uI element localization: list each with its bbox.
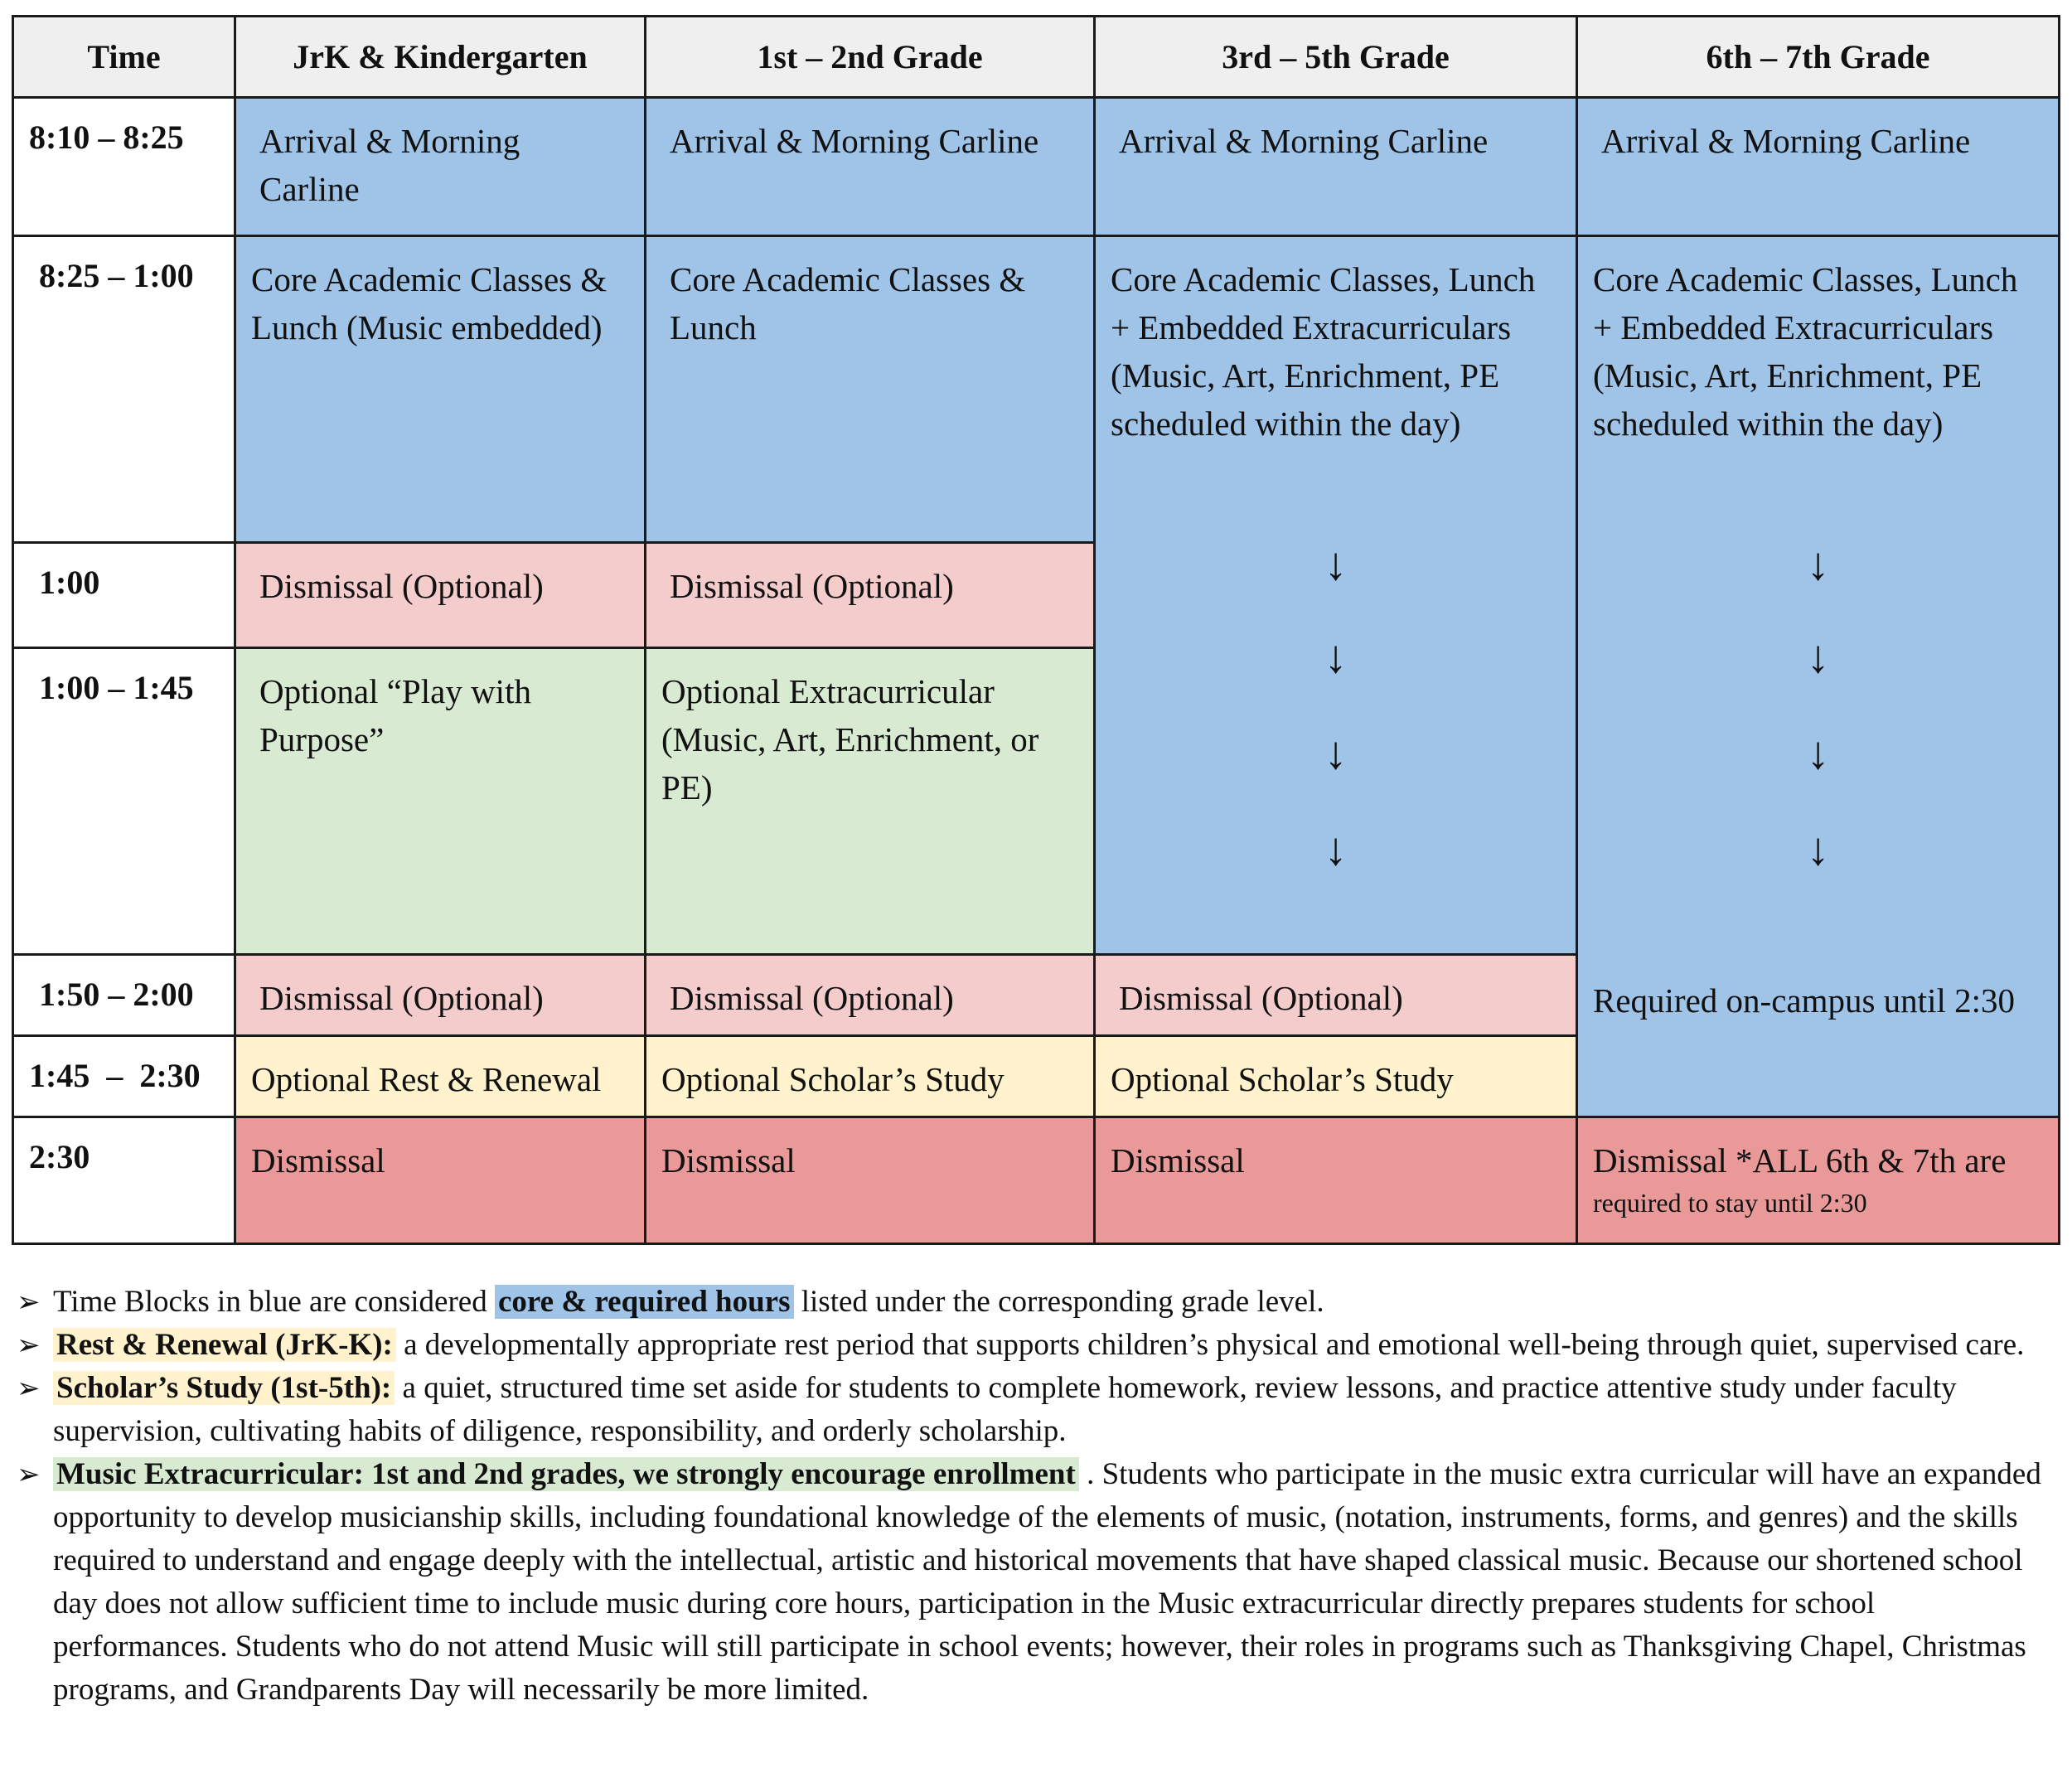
- arrow-bullet-icon: ➢: [17, 1329, 41, 1362]
- arrow-bullet-icon: ➢: [17, 1286, 41, 1319]
- scholars-study-highlight: Scholar’s Study (1st-5th):: [53, 1371, 395, 1405]
- note-text: listed under the corresponding grade level.: [793, 1285, 1324, 1319]
- g67-core-cell: [1576, 235, 2060, 1118]
- g67-required-note: Required on-campus until 2:30: [1593, 981, 2015, 1020]
- note-text: . Students who participate in the music extra curricular will have an expanded opportunity to develop musicianship skills, including foundational knowledge of the elements of music, (notation, instruments, forms, and genres) and the skills required to understand and engage deeply with the intellectual, artistic and historical movements that have shaped classical music. Because our shortened school day does not allow sufficient time to include music during core hours, participation in the Music extracurricular directly prepares students for school performances. Students who do not attend Music will still participate in school events; however, their roles in programs such as Thanksgiving Chapel, Christmas programs, and Grandparents Day will necessarily be more limited.: [53, 1457, 2041, 1707]
- header-3rd-5th-grade: 3rd – 5th Grade: [1093, 15, 1578, 99]
- g12-dismissal-cell: Dismissal: [644, 1116, 1096, 1245]
- g35-core-cell: [1093, 235, 1578, 956]
- down-arrow-icon: ↓: [1806, 824, 1830, 875]
- g12-extracurricular-cell: Optional Extracurricular (Music, Art, Enrichment, or PE): [644, 647, 1096, 956]
- g12-scholars-study-cell: Optional Scholar’s Study: [644, 1034, 1096, 1118]
- header-6th-7th-grade: 6th – 7th Grade: [1576, 15, 2060, 99]
- g35-core-text: Core Academic Classes, Lunch + Embedded Extracurriculars (Music, Art, Enrichment, PE scheduled within the day): [1111, 260, 1536, 443]
- g67-core-text: Core Academic Classes, Lunch + Embedded Extracurriculars (Music, Art, Enrichment, PE scheduled within the day): [1593, 260, 2018, 443]
- g67-arrival-cell: Arrival & Morning Carline: [1576, 96, 2060, 237]
- time-slot-1-00: 1:00: [12, 541, 236, 649]
- down-arrow-icon: ↓: [1324, 632, 1348, 683]
- note-scholars-study: [17, 1367, 2055, 1453]
- jrk-dismissal-cell: Dismissal: [234, 1116, 646, 1245]
- note-text: Time Blocks in blue are considered: [53, 1285, 495, 1319]
- g35-dismissal-optional-cell: Dismissal (Optional): [1093, 953, 1578, 1037]
- jrk-dismissal-optional-cell: Dismissal (Optional): [234, 541, 646, 649]
- down-arrow-icon: ↓: [1324, 824, 1348, 875]
- arrow-bullet-icon: ➢: [17, 1372, 41, 1405]
- g35-scholars-study-cell: Optional Scholar’s Study: [1093, 1034, 1578, 1118]
- schedule-table: [12, 15, 2060, 1245]
- note-music-extracurricular: [17, 1453, 2055, 1712]
- jrk-play-with-purpose-cell: Optional “Play with Purpose”: [234, 647, 646, 956]
- time-slot-1-50-2-00: 1:50 – 2:00: [12, 953, 236, 1037]
- note-core-hours: [17, 1281, 2055, 1324]
- legend-notes: [17, 1281, 2055, 1712]
- g35-dismissal-cell: Dismissal: [1093, 1116, 1578, 1245]
- jrk-rest-renewal-cell: Optional Rest & Renewal: [234, 1034, 646, 1118]
- jrk-arrival-cell: Arrival & Morning Carline: [234, 96, 646, 237]
- g67-dismissal-cell: [1576, 1116, 2060, 1245]
- g35-arrival-cell: Arrival & Morning Carline: [1093, 96, 1578, 237]
- down-arrow-icon: ↓: [1806, 728, 1830, 779]
- note-text: a developmentally appropriate rest period that supports children’s physical and emotional well-being through quiet, supervised care.: [395, 1328, 2025, 1362]
- g12-core-cell: Core Academic Classes & Lunch: [644, 235, 1096, 544]
- music-extracurricular-highlight: Music Extracurricular: 1st and 2nd grades, we strongly encourage enrollment: [53, 1457, 1079, 1491]
- time-slot-1-45-2-30: 1:45 – 2:30: [12, 1034, 236, 1118]
- arrow-bullet-icon: ➢: [17, 1458, 41, 1491]
- g12-dismissal-optional-cell: Dismissal (Optional): [644, 541, 1096, 649]
- note-text: a quiet, structured time set aside for students to complete homework, review lessons, and practice attentive study under faculty supervision, cultivating habits of diligence, responsibility, and orderly scholarship.: [53, 1371, 1957, 1448]
- g12-arrival-cell: Arrival & Morning Carline: [644, 96, 1096, 237]
- jrk-dismissal-optional-2-cell: Dismissal (Optional): [234, 953, 646, 1037]
- note-rest-renewal: [17, 1324, 2055, 1367]
- core-required-hours-highlight: core & required hours: [495, 1285, 794, 1319]
- header-time: Time: [12, 15, 236, 99]
- g67-dismissal-label: Dismissal *ALL 6th & 7th are: [1593, 1141, 2007, 1180]
- time-slot-1-00-1-45: 1:00 – 1:45: [12, 647, 236, 956]
- jrk-core-cell: Core Academic Classes & Lunch (Music embedded): [234, 235, 646, 544]
- rest-renewal-highlight: Rest & Renewal (JrK-K):: [53, 1328, 396, 1362]
- header-jrk-kindergarten: JrK & Kindergarten: [234, 15, 646, 99]
- time-slot-2-30: 2:30: [12, 1116, 236, 1245]
- g67-dismissal-note: required to stay until 2:30: [1593, 1188, 1867, 1218]
- time-slot-core: 8:25 – 1:00: [12, 235, 236, 544]
- down-arrow-icon: ↓: [1324, 728, 1348, 779]
- down-arrow-icon: ↓: [1806, 539, 1830, 590]
- g12-dismissal-optional-2-cell: Dismissal (Optional): [644, 953, 1096, 1037]
- down-arrow-icon: ↓: [1806, 632, 1830, 683]
- header-1st-2nd-grade: 1st – 2nd Grade: [644, 15, 1096, 99]
- down-arrow-icon: ↓: [1324, 539, 1348, 590]
- time-slot-arrival: 8:10 – 8:25: [12, 96, 236, 237]
